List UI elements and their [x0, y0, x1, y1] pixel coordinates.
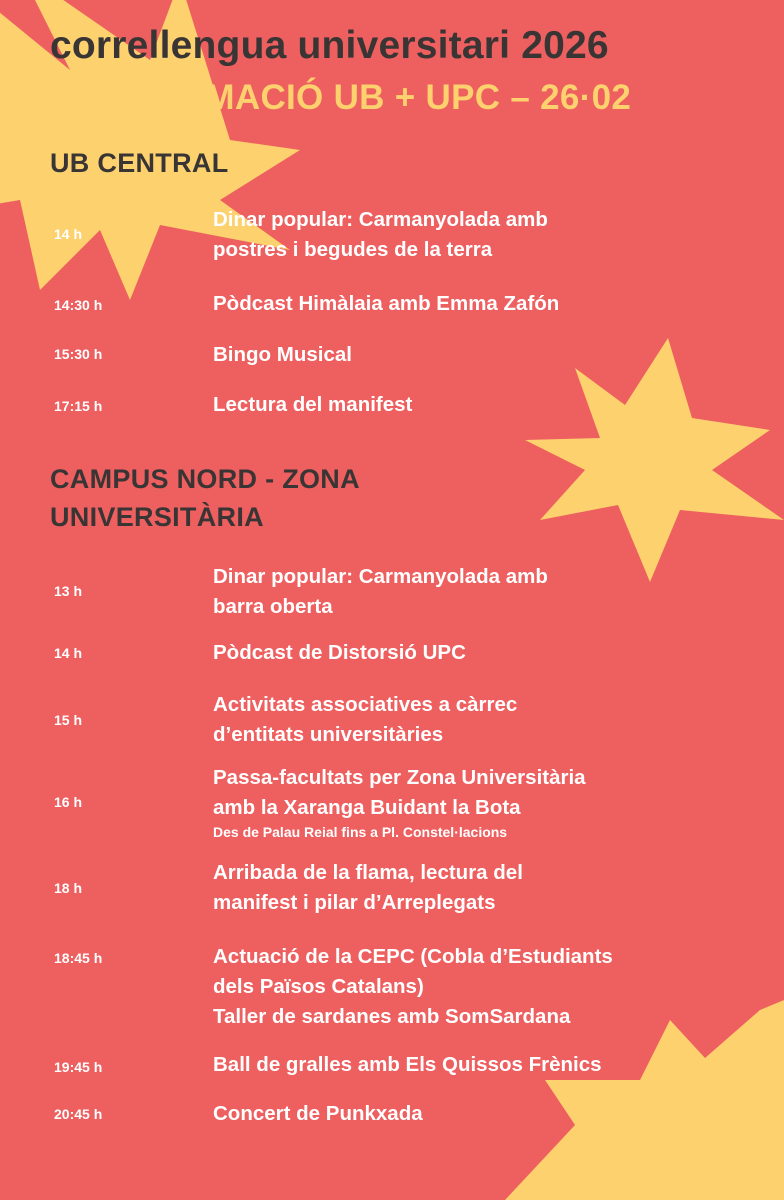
event-time: 15 h	[54, 712, 83, 728]
section-title-campus-nord: CAMPUS NORD - ZONA UNIVERSITÀRIA	[50, 464, 360, 532]
event-title: Actuació de la CEPC (Cobla d’Estudiants dels Països Catalans) Taller de sardanes amb SomSardana	[213, 945, 613, 1028]
event-title: Dinar popular: Carmanyolada amb postres i begudes de la terra	[213, 208, 548, 261]
event-time: 17:15 h	[54, 398, 103, 414]
event-time: 15:30 h	[54, 346, 103, 362]
event-title: Dinar popular: Carmanyolada amb barra oberta	[213, 565, 548, 618]
event-title: Concert de Punkxada	[213, 1102, 423, 1125]
section-title-ub-central: UB CENTRAL	[50, 148, 229, 178]
event-time: 13 h	[54, 583, 83, 599]
event-time: 18:45 h	[54, 950, 103, 966]
event-title: Ball de gralles amb Els Quissos Frènics	[213, 1053, 602, 1076]
event-time: 14 h	[54, 226, 83, 242]
page-title: correllengua universitari 2026	[50, 24, 609, 67]
event-time: 18 h	[54, 880, 83, 896]
event-title: Passa-facultats per Zona Universitària amb la Xaranga Buidant la Bota	[213, 766, 586, 819]
event-title: Lectura del manifest	[213, 393, 413, 416]
event-time: 19:45 h	[54, 1059, 103, 1075]
page-subtitle: PROGRAMACIÓ UB + UPC – 26·02	[50, 78, 632, 117]
event-title: Pòdcast de Distorsió UPC	[213, 641, 466, 664]
star-burst-icon	[525, 338, 784, 582]
event-title: Activitats associatives a càrrec d’entitats universitàries	[213, 693, 518, 746]
event-note: Des de Palau Reial fins a Pl. Constel·lacions	[213, 824, 508, 840]
event-time: 14 h	[54, 645, 83, 661]
event-title: Pòdcast Himàlaia amb Emma Zafón	[213, 292, 560, 315]
event-title: Bingo Musical	[213, 343, 352, 366]
event-title: Arribada de la flama, lectura del manifest i pilar d’Arreplegats	[213, 861, 523, 914]
event-time: 14:30 h	[54, 297, 103, 313]
event-time: 16 h	[54, 794, 83, 810]
event-time: 20:45 h	[54, 1106, 103, 1122]
